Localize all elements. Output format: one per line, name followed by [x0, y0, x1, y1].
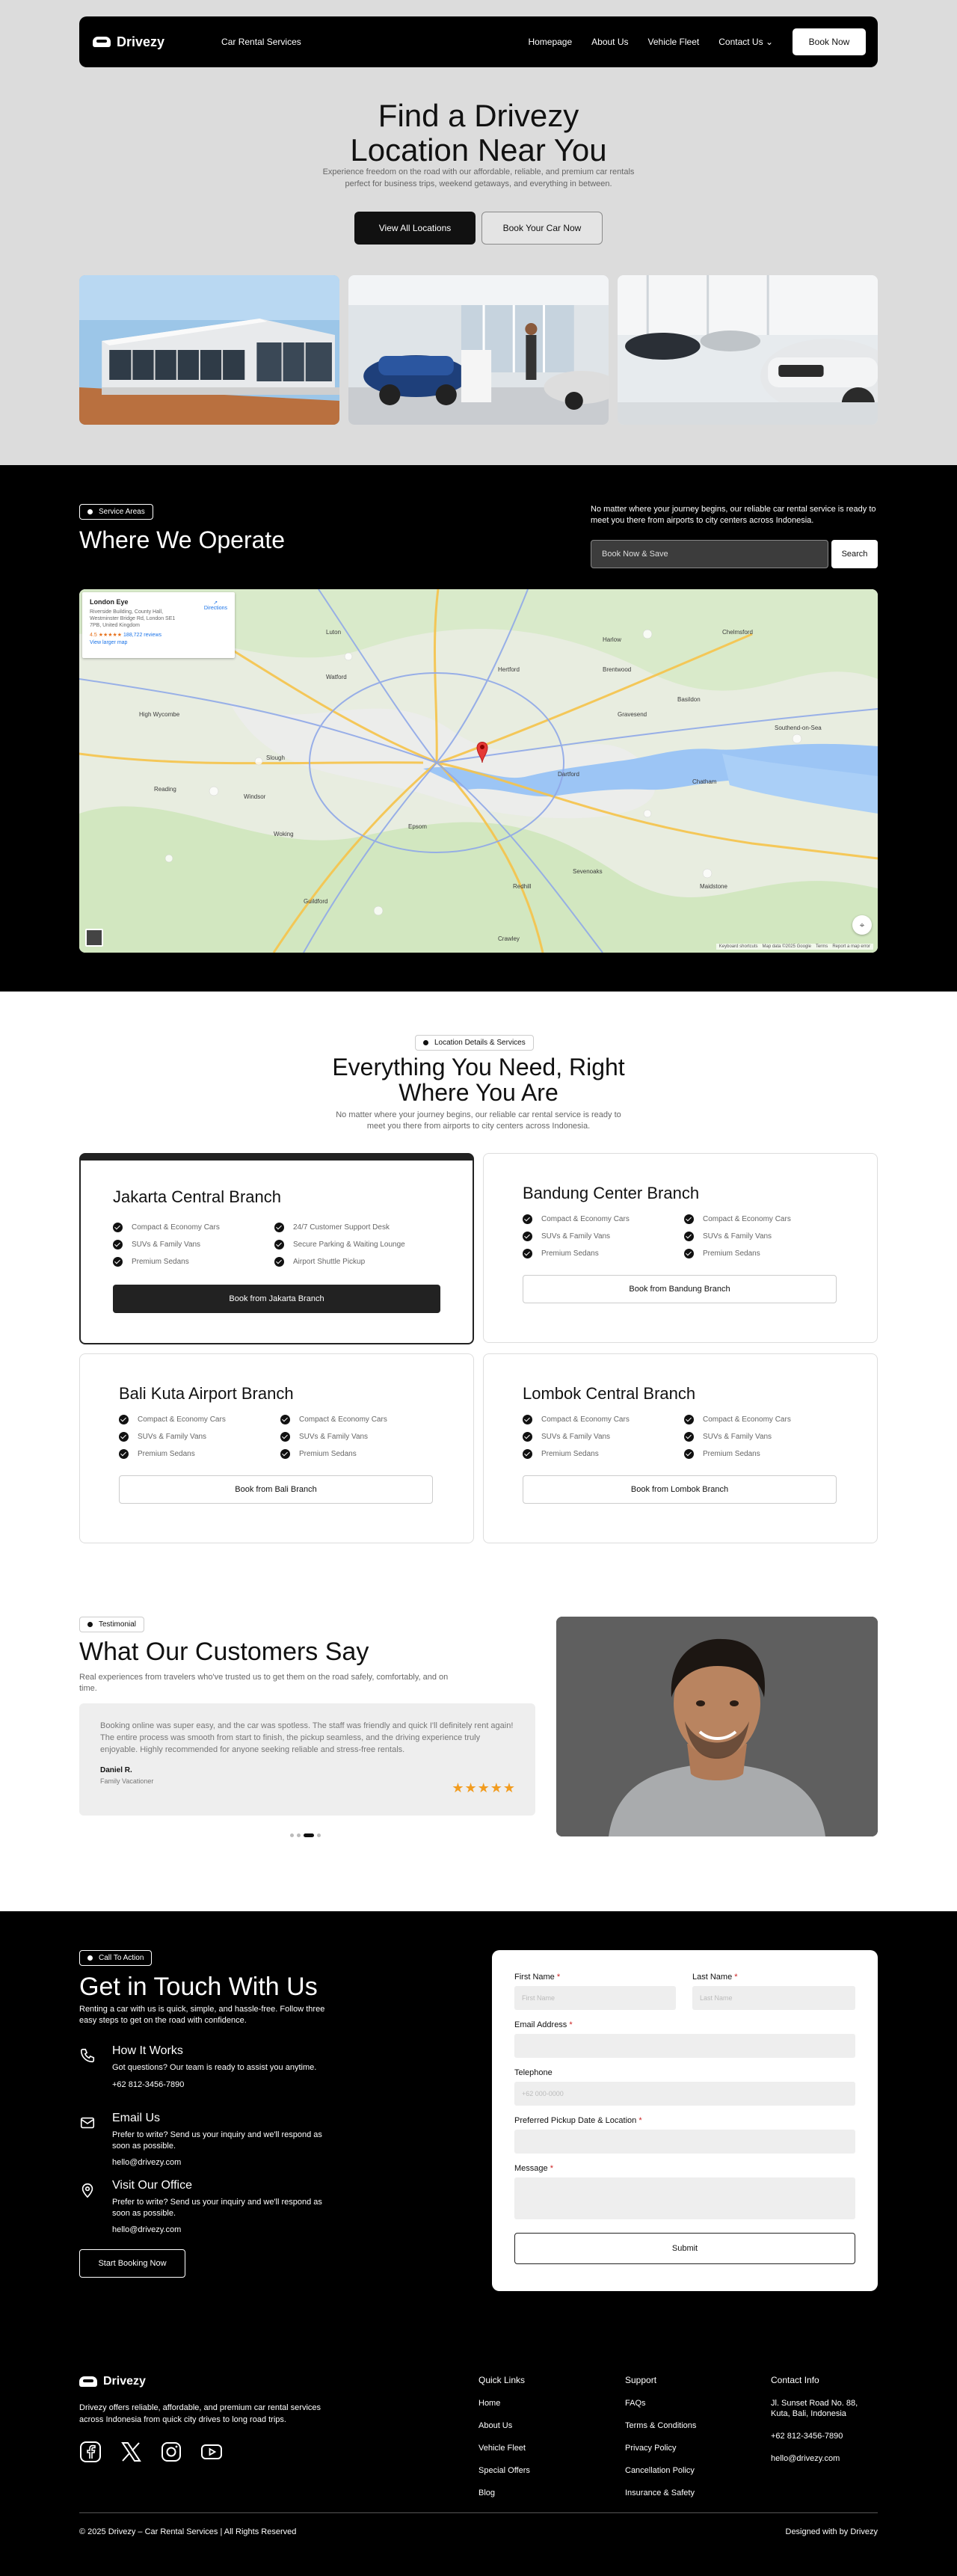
check-icon	[113, 1223, 123, 1232]
feature-item	[274, 1239, 436, 1250]
map-place-title: London Eye	[90, 598, 129, 606]
feature-item	[113, 1222, 274, 1233]
feature-label: SUVs & Family Vans	[703, 1433, 772, 1441]
check-icon	[684, 1449, 694, 1459]
locations-title	[0, 1054, 957, 1105]
map-town-label: Sevenoaks	[573, 868, 603, 875]
pill-label: Call To Action	[99, 1954, 144, 1962]
cta-pill	[79, 1950, 152, 1966]
map-town-label: High Wycombe	[139, 711, 180, 718]
branch-card-bandung[interactable]	[483, 1153, 878, 1343]
feature-item	[113, 1256, 274, 1267]
testimonial-title: What Our Customers Say	[79, 1638, 369, 1666]
locations-section	[0, 992, 957, 1587]
showroom-cars-image	[618, 275, 878, 425]
branch-name: Jakarta Central Branch	[113, 1187, 281, 1206]
hero-title-line1: Find a Drivezy	[378, 98, 579, 133]
feature-label: SUVs & Family Vans	[299, 1433, 369, 1441]
hero-buttons	[0, 212, 957, 245]
view-all-locations-button[interactable]: View All Locations	[354, 212, 476, 245]
feature-label: Premium Sedans	[703, 1249, 760, 1258]
operate-title: Where We Operate	[79, 526, 286, 553]
feature-label: Compact & Economy Cars	[299, 1415, 387, 1424]
start-booking-button[interactable]: Start Booking Now	[79, 2249, 185, 2278]
feature-item	[280, 1448, 442, 1460]
check-icon	[274, 1240, 284, 1249]
customer-portrait-image	[556, 1617, 878, 1836]
hero-title	[0, 99, 957, 167]
map-rating	[90, 632, 227, 638]
first-name-label: First Name *	[514, 1973, 561, 1982]
check-icon	[523, 1415, 532, 1424]
email-label-text: Email Address	[514, 2020, 567, 2029]
pill-label: Testimonial	[99, 1620, 137, 1629]
feature-label: Premium Sedans	[138, 1450, 195, 1458]
map-foot-terms[interactable]: Terms	[815, 944, 828, 949]
cta-subtitle: Renting a car with us is quick, simple, and hassle-free. Follow three easy steps to get on the road with confidence.	[79, 2005, 325, 2025]
branch-features	[113, 1222, 436, 1267]
footer-link-insurance[interactable]: Insurance & Safety	[625, 2489, 695, 2497]
message-label-text: Message	[514, 2164, 548, 2173]
check-icon	[119, 1432, 129, 1442]
feature-item	[523, 1414, 684, 1425]
feature-label: Premium Sedans	[132, 1258, 189, 1266]
feature-label: Compact & Economy Cars	[541, 1215, 630, 1223]
feature-label: SUVs & Family Vans	[138, 1433, 207, 1441]
check-icon	[119, 1415, 129, 1424]
telephone-label: Telephone	[514, 2068, 553, 2077]
contact-phone[interactable]: +62 812-3456-7890	[112, 2080, 185, 2089]
check-icon	[684, 1249, 694, 1258]
pin-icon	[79, 2182, 96, 2198]
map-foot-data: Map data ©2025 Google	[762, 944, 811, 949]
mail-icon	[79, 2115, 96, 2131]
nav-link-homepage[interactable]: Homepage	[528, 37, 573, 47]
branch-features	[523, 1214, 846, 1259]
phone-icon	[79, 2047, 96, 2064]
top-navbar	[79, 16, 878, 67]
dot-icon	[87, 1955, 93, 1961]
check-icon	[274, 1257, 284, 1267]
showroom-interior-image	[348, 275, 609, 425]
contact-desc: Got questions? Our team is ready to assist you anytime.	[112, 2063, 317, 2072]
nav-links	[528, 37, 773, 47]
feature-label: Premium Sedans	[541, 1249, 599, 1258]
feature-label: SUVs & Family Vans	[541, 1232, 611, 1241]
carousel-dot[interactable]	[297, 1833, 301, 1837]
search-button[interactable]: Search	[831, 540, 878, 568]
feature-item	[684, 1431, 846, 1442]
check-icon	[113, 1240, 123, 1249]
pickup-label-text: Preferred Pickup Date & Location	[514, 2116, 637, 2125]
footer-address: Jl. Sunset Road No. 88, Kuta, Bali, Indonesia	[771, 2399, 858, 2418]
feature-item	[684, 1448, 846, 1460]
feature-item	[684, 1414, 846, 1425]
x-twitter-icon[interactable]	[120, 2441, 142, 2463]
reviewer-name: Daniel R.	[100, 1766, 132, 1774]
branch-card-lombok[interactable]	[483, 1353, 878, 1543]
footer-phone[interactable]: +62 812-3456-7890	[771, 2432, 843, 2441]
feature-label: Airport Shuttle Pickup	[293, 1258, 366, 1266]
map-town-label: Chelmsford	[722, 629, 753, 636]
footer-divider	[79, 2512, 878, 2513]
operate-text: No matter where your journey begins, our reliable car rental service is ready to meet you there from airports to city centers across Indonesia.	[591, 505, 876, 525]
feature-label: Premium Sedans	[541, 1450, 599, 1458]
feature-item	[523, 1248, 684, 1259]
testimonial-subtitle: Real experiences from travelers who've trusted us to get them on the road safely, comfortably, and on time.	[79, 1673, 449, 1693]
map-attribution	[716, 944, 873, 950]
location-details-pill	[415, 1035, 534, 1051]
brand-logo[interactable]	[93, 34, 164, 50]
footer-link-cancellation[interactable]: Cancellation Policy	[625, 2466, 695, 2475]
feature-item	[119, 1431, 280, 1442]
map-town-label: Chatham	[692, 778, 717, 785]
footer-support	[625, 2375, 696, 2510]
footer-col-title: Contact Info	[771, 2375, 819, 2385]
star-rating-icon: ★★★★★	[452, 1780, 516, 1795]
feature-label: Compact & Economy Cars	[138, 1415, 226, 1424]
hero-gallery	[79, 275, 878, 425]
cta-title: Get in Touch With Us	[79, 1973, 318, 2001]
map-town-label: Dartford	[558, 771, 579, 778]
map-town-label: Windsor	[244, 793, 266, 800]
feature-item	[684, 1231, 846, 1242]
map-reviews-link[interactable]: 188,722 reviews	[123, 633, 162, 638]
footer-brand[interactable]	[79, 2375, 146, 2388]
locations-subtitle: No matter where your journey begins, our reliable car rental service is ready to meet you there from airports to city centers across Indonesia.	[336, 1110, 621, 1131]
telephone-field[interactable]: +62 000-0000	[514, 2082, 855, 2106]
first-name-label-text: First Name	[514, 1973, 555, 1982]
carousel-dot[interactable]	[290, 1833, 294, 1837]
social-links	[79, 2441, 223, 2463]
carousel-dot-active[interactable]	[304, 1833, 314, 1837]
feature-item	[280, 1414, 442, 1425]
check-icon	[684, 1214, 694, 1224]
directions-link[interactable]	[204, 600, 227, 611]
nav-link-about[interactable]: About Us	[591, 37, 629, 47]
footer-link-home[interactable]: Home	[478, 2399, 501, 2408]
pill-label: Service Areas	[99, 508, 145, 516]
operate-section	[0, 465, 957, 992]
feature-label: Premium Sedans	[299, 1450, 357, 1458]
map-town-label: Hertford	[498, 666, 520, 673]
review-card	[79, 1703, 535, 1816]
book-your-car-button[interactable]: Book Your Car Now	[481, 212, 603, 245]
pickup-field[interactable]	[514, 2130, 855, 2154]
footer-brand-name: Drivezy	[103, 2375, 146, 2388]
footer-link-privacy[interactable]: Privacy Policy	[625, 2444, 677, 2453]
map-town-label: Reading	[154, 786, 176, 793]
feature-item	[113, 1239, 274, 1250]
book-bali-button[interactable]: Book from Bali Branch	[119, 1475, 433, 1504]
locations-title-line1: Everything You Need, Right	[332, 1054, 625, 1080]
feature-item	[280, 1431, 442, 1442]
chevron-down-icon: ⌄	[765, 37, 773, 47]
star-icon: ★★★★★	[98, 633, 123, 638]
feature-item	[523, 1448, 684, 1460]
submit-button[interactable]: Submit	[514, 2233, 855, 2264]
map-town-label: Luton	[326, 629, 342, 636]
check-icon	[280, 1449, 290, 1459]
book-lombok-button[interactable]: Book from Lombok Branch	[523, 1475, 837, 1504]
feature-label: Compact & Economy Cars	[703, 1215, 791, 1223]
service-areas-pill	[79, 504, 153, 520]
feature-item	[684, 1214, 846, 1225]
footer-col-title: Support	[625, 2375, 657, 2385]
contact-form	[492, 1950, 878, 2291]
location-search	[591, 540, 878, 568]
last-name-label-text: Last Name	[692, 1973, 733, 1982]
feature-label: Compact & Economy Cars	[132, 1223, 220, 1232]
map-location-button[interactable]	[852, 915, 872, 935]
feature-item	[523, 1231, 684, 1242]
contact-title: Visit Our Office	[112, 2179, 192, 2192]
map-foot-shortcuts[interactable]: Keyboard shortcuts	[718, 944, 758, 949]
branch-name: Lombok Central Branch	[523, 1384, 696, 1403]
map-place-address: Riverside Building, County Hall, Westminster Bridge Rd, London SE1 7PB, United Kingdom	[90, 609, 176, 628]
map-town-label: Redhill	[513, 883, 532, 890]
feature-label: Compact & Economy Cars	[541, 1415, 630, 1424]
testimonial-pill	[79, 1617, 144, 1632]
map-rating-value: 4.5	[90, 633, 97, 638]
nav-link-fleet[interactable]: Vehicle Fleet	[647, 37, 700, 47]
message-label: Message *	[514, 2164, 553, 2173]
reviewer-role: Family Vacationer	[100, 1777, 154, 1785]
hero-section	[0, 0, 957, 465]
map-town-label: Epsom	[408, 823, 427, 830]
check-icon	[523, 1249, 532, 1258]
review-text: Booking online was super easy, and the car was spotless. The staff was friendly and quick I'll definitely rent again! The entire process was smooth from start to finish, the pickup seamless, and the driving experience truly enjoyable. Highly recommended for anyone seeking reliable and stress-free rentals.	[100, 1721, 514, 1754]
contact-title: How It Works	[112, 2044, 183, 2057]
check-icon	[274, 1223, 284, 1232]
footer-link-about[interactable]: About Us	[478, 2421, 513, 2430]
car-logo-icon	[79, 2376, 97, 2387]
book-bandung-button[interactable]: Book from Bandung Branch	[523, 1275, 837, 1303]
pill-label: Location Details & Services	[434, 1039, 526, 1047]
feature-label: Compact & Economy Cars	[703, 1415, 791, 1424]
map-town-label: Basildon	[677, 696, 701, 703]
last-name-field[interactable]: Last Name	[692, 1986, 855, 2010]
map-info-card	[82, 592, 235, 658]
first-name-field[interactable]: First Name	[514, 1986, 676, 2010]
last-name-label: Last Name *	[692, 1973, 738, 1982]
footer-link-fleet[interactable]: Vehicle Fleet	[478, 2444, 526, 2453]
footer-contact	[771, 2375, 878, 2476]
branch-card-jakarta[interactable]	[79, 1153, 474, 1344]
directions-label: Directions	[203, 606, 227, 611]
footer-col-title: Quick Links	[478, 2375, 526, 2385]
facebook-icon[interactable]	[79, 2441, 102, 2463]
nav-link-contact-label: Contact Us	[718, 37, 763, 47]
map-town-label: Gravesend	[618, 711, 647, 718]
map-town-label: Slough	[266, 754, 285, 761]
carousel-dots	[290, 1833, 321, 1837]
feature-item	[684, 1248, 846, 1259]
footer-description: Drivezy offers reliable, affordable, and premium car rental services across Indonesia from quick city drives to long road trips.	[79, 2403, 321, 2424]
locations-title-line2: Where You Are	[399, 1079, 558, 1106]
feature-label: SUVs & Family Vans	[703, 1232, 772, 1241]
email-field[interactable]	[514, 2034, 855, 2058]
site-footer	[0, 2324, 957, 2576]
message-textarea[interactable]	[514, 2177, 855, 2219]
view-larger-map-link[interactable]: View larger map	[90, 640, 128, 645]
branch-features	[523, 1414, 846, 1460]
map-town-label: Harlow	[603, 636, 621, 643]
contact-email-value[interactable]: hello@drivezy.com	[112, 2158, 182, 2167]
footer-email[interactable]: hello@drivezy.com	[771, 2454, 840, 2463]
feature-item	[119, 1414, 280, 1425]
feature-label: 24/7 Customer Support Desk	[293, 1223, 390, 1232]
directions-icon: ➚	[213, 600, 218, 606]
google-map[interactable]	[79, 589, 878, 953]
map-town-label: Maidstone	[700, 883, 727, 890]
location-search-input[interactable]: Book Now & Save	[591, 540, 828, 568]
feature-item	[523, 1431, 684, 1442]
feature-item	[523, 1214, 684, 1225]
check-icon	[523, 1214, 532, 1224]
map-town-label: Guildford	[304, 898, 328, 905]
footer-quick-links	[478, 2375, 530, 2510]
dot-icon	[423, 1040, 428, 1045]
footer-copyright: © 2025 Drivezy – Car Rental Services | All Rights Reserved	[79, 2527, 297, 2536]
feature-item	[274, 1256, 436, 1267]
map-town-label: Southend-on-Sea	[775, 725, 822, 731]
contact-title: Email Us	[112, 2112, 161, 2124]
testimonial-section	[0, 1587, 957, 1911]
hero-subtitle: Experience freedom on the road with our affordable, reliable, and premium car rentals perfect for business trips, weekend getaways, and everything in between.	[322, 167, 635, 188]
branch-card-bali[interactable]	[79, 1353, 474, 1543]
feature-item	[274, 1222, 436, 1233]
contact-office-value[interactable]: hello@drivezy.com	[112, 2225, 182, 2234]
brand-name: Drivezy	[117, 34, 165, 49]
map-town-label: Crawley	[498, 935, 520, 942]
dealership-exterior-image	[79, 275, 339, 425]
map-foot-report[interactable]: Report a map error	[832, 944, 870, 949]
check-icon	[684, 1415, 694, 1424]
nav-link-contact[interactable]	[718, 37, 773, 47]
dot-icon	[87, 1622, 93, 1627]
contact-section	[0, 1911, 957, 2324]
map-town-label: Woking	[274, 831, 294, 837]
check-icon	[523, 1232, 532, 1241]
check-icon	[684, 1432, 694, 1442]
dot-icon	[87, 509, 93, 514]
feature-label: Premium Sedans	[703, 1450, 760, 1458]
footer-link-terms[interactable]: Terms & Conditions	[625, 2421, 697, 2430]
email-label: Email Address *	[514, 2020, 573, 2029]
pickup-label: Preferred Pickup Date & Location *	[514, 2116, 642, 2125]
feature-label: SUVs & Family Vans	[132, 1241, 201, 1249]
feature-label: Secure Parking & Waiting Lounge	[293, 1241, 405, 1249]
footer-link-faqs[interactable]: FAQs	[625, 2399, 646, 2408]
branch-name: Bandung Center Branch	[523, 1184, 700, 1202]
nav-book-now-button[interactable]: Book Now	[793, 28, 866, 55]
check-icon	[119, 1449, 129, 1459]
check-icon	[280, 1415, 290, 1424]
branch-features	[119, 1414, 442, 1460]
check-icon	[523, 1449, 532, 1459]
nav-tagline: Car Rental Services	[221, 37, 301, 47]
map-town-label: Brentwood	[603, 666, 632, 673]
footer-link-blog[interactable]: Blog	[478, 2489, 496, 2497]
feature-item	[119, 1448, 280, 1460]
car-logo-icon	[93, 37, 111, 47]
footer-link-offers[interactable]: Special Offers	[478, 2466, 530, 2475]
check-icon	[523, 1432, 532, 1442]
footer-designed-by: Designed with by Drivezy	[785, 2527, 878, 2536]
hero-title-line2: Location Near You	[350, 132, 607, 167]
check-icon	[113, 1257, 123, 1267]
contact-desc: Prefer to write? Send us your inquiry and we'll respond as soon as possible.	[112, 2198, 322, 2218]
contact-desc: Prefer to write? Send us your inquiry and we'll respond as soon as possible.	[112, 2130, 322, 2151]
branch-name: Bali Kuta Airport Branch	[119, 1384, 294, 1403]
map-town-label: Watford	[326, 674, 347, 680]
map-layer-toggle[interactable]	[85, 929, 103, 947]
carousel-dot[interactable]	[317, 1833, 321, 1837]
instagram-icon[interactable]	[160, 2441, 182, 2463]
youtube-icon[interactable]	[200, 2441, 223, 2463]
check-icon	[280, 1432, 290, 1442]
check-icon	[684, 1232, 694, 1241]
feature-label: SUVs & Family Vans	[541, 1433, 611, 1441]
crosshair-icon: ⌖	[859, 919, 865, 930]
book-jakarta-button[interactable]: Book from Jakarta Branch	[113, 1285, 440, 1313]
